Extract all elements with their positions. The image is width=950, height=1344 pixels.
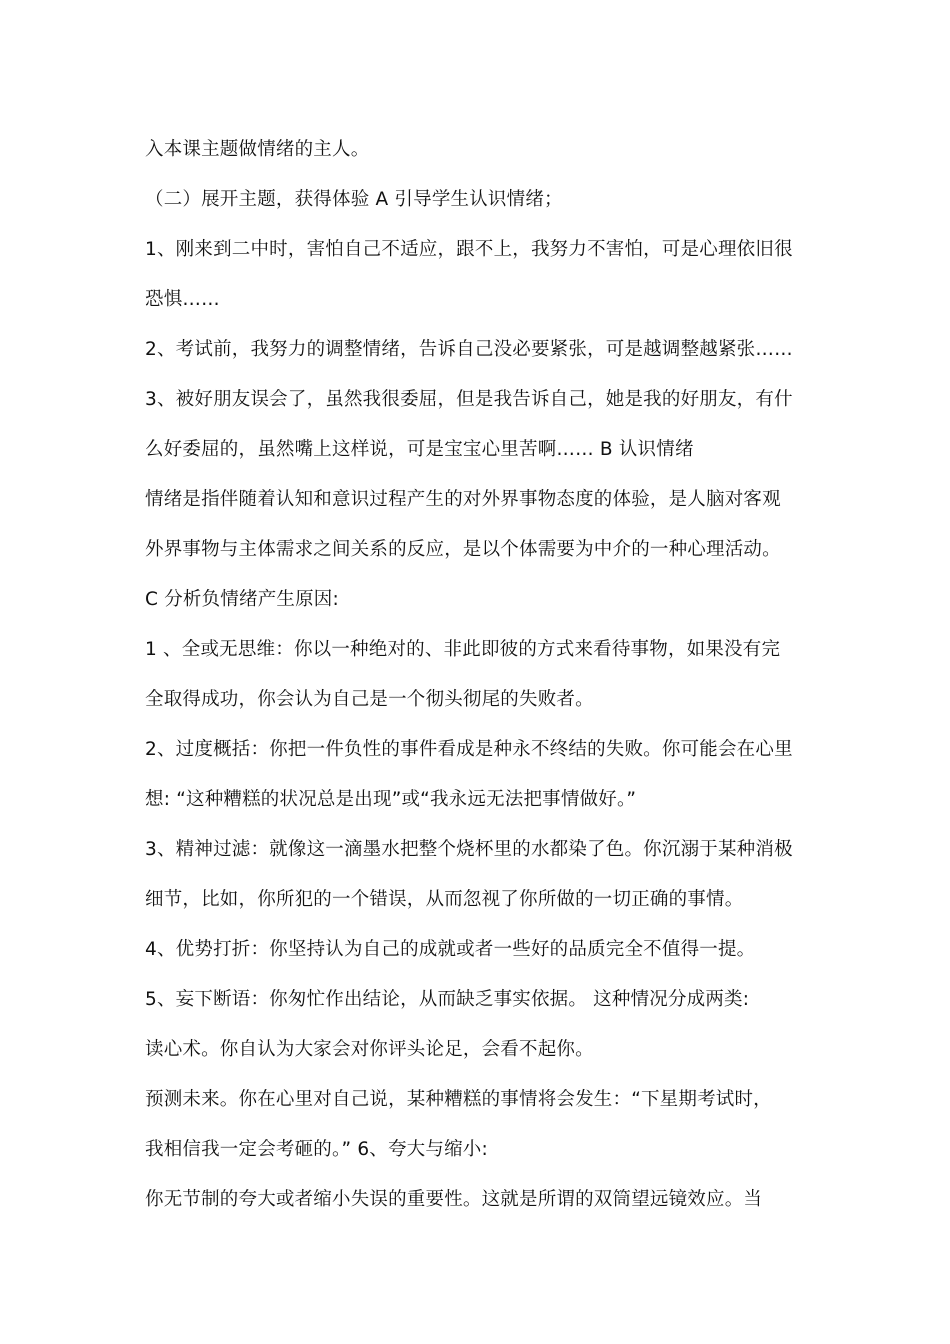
- text-line: 1 、全或无思维：你以一种绝对的、非此即彼的方式来看待事物，如果没有完: [145, 639, 781, 660]
- text-line: 情绪是指伴随着认知和意识过程产生的对外界事物态度的体验，是人脑对客观: [145, 489, 781, 510]
- text-line: 细节，比如，你所犯的一个错误，从而忽视了你所做的一切正确的事情。: [145, 889, 744, 910]
- text-line: 入本课主题做情绪的主人。: [145, 139, 370, 160]
- text-line: 读心术。你自认为大家会对你评头论足，会看不起你。: [145, 1039, 594, 1060]
- text-line: C 分析负情绪产生原因:: [145, 589, 339, 610]
- text-line: 么好委屈的，虽然嘴上这样说，可是宝宝心里苦啊…… B 认识情绪: [145, 439, 694, 460]
- text-line: 外界事物与主体需求之间关系的反应，是以个体需要为中介的一种心理活动。: [145, 539, 781, 560]
- text-line: 全取得成功，你会认为自己是一个彻头彻尾的失败者。: [145, 689, 594, 710]
- text-line: 你无节制的夸大或者缩小失误的重要性。这就是所谓的双筒望远镜效应。当: [145, 1189, 763, 1210]
- text-line: 1、刚来到二中时，害怕自己不适应，跟不上，我努力不害怕，可是心理依旧很: [145, 239, 793, 260]
- text-line: 3、被好朋友误会了，虽然我很委屈，但是我告诉自己，她是我的好朋友，有什: [145, 389, 793, 410]
- text-line: （二）展开主题，获得体验 A 引导学生认识情绪；: [145, 189, 563, 210]
- text-line: 4、优势打折：你坚持认为自己的成就或者一些好的品质完全不值得一提。: [145, 939, 756, 960]
- text-line: 预测未来。你在心里对自己说，某种糟糕的事情将会发生：“下星期考试时，: [145, 1089, 772, 1110]
- text-line: 2、过度概括：你把一件负性的事件看成是种永不终结的失败。你可能会在心里: [145, 739, 793, 760]
- text-line: 恐惧……: [145, 289, 220, 310]
- text-line: 我相信我一定会考砸的。” 6、夸大与缩小:: [145, 1139, 488, 1160]
- text-line: 2、考试前，我努力的调整情绪，告诉自己没必要紧张，可是越调整越紧张……: [145, 339, 793, 360]
- text-line: 5、妄下断语：你匆忙作出结论，从而缺乏事实依据。 这种情况分成两类:: [145, 989, 750, 1010]
- text-line: 想: “这种糟糕的状况总是出现”或“我永远无法把事情做好。”: [145, 789, 637, 810]
- text-line: 3、精神过滤：就像这一滴墨水把整个烧杯里的水都染了色。你沉溺于某种消极: [145, 839, 793, 860]
